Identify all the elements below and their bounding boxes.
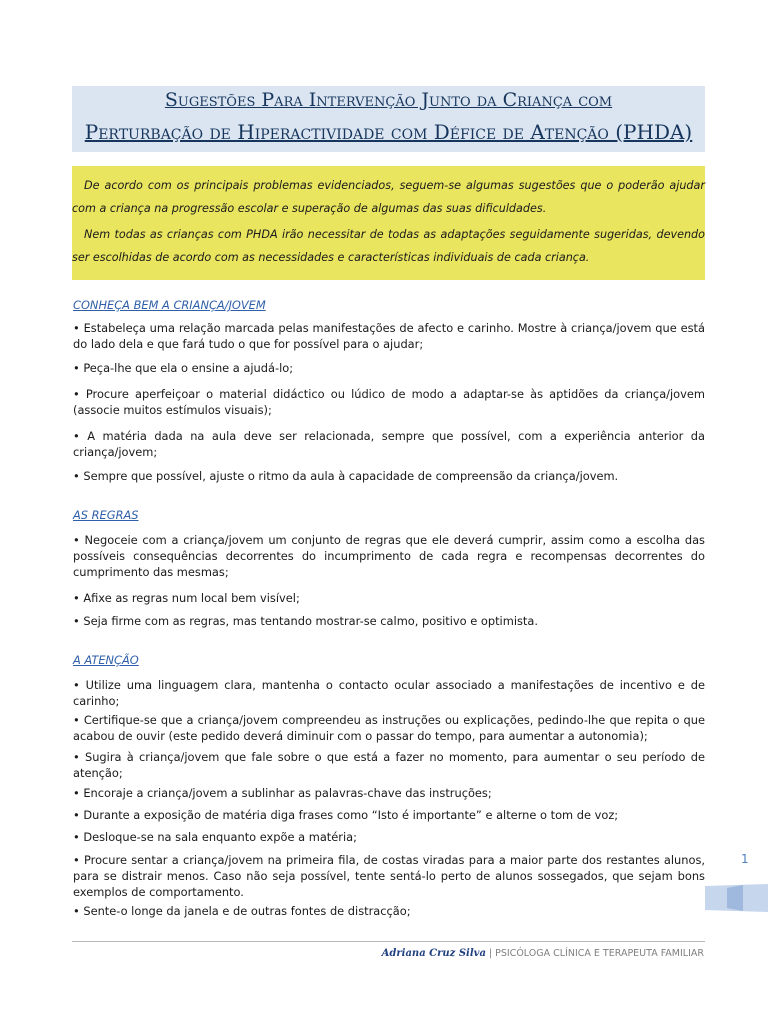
list-item: • Procure aperfeiçoar o material didáctico ou lúdico de modo a adaptar-se às aptidões da criança/jovem (associe muitos estímulos visuais);: [73, 387, 705, 417]
list-item: • Peça-lhe que ela o ensine a ajudá-lo;: [73, 361, 294, 375]
list-item: • Encoraje a criança/jovem a sublinhar as palavras-chave das instruções;: [73, 786, 492, 800]
footer-author-role: PSICÓLOGA CLÍNICA E TERAPEUTA FAMILIAR: [495, 948, 704, 959]
list-item: • Afixe as regras num local bem visível;: [73, 591, 300, 605]
page-tab-decoration: [705, 884, 768, 912]
section-heading-rules: AS REGRAS: [73, 508, 139, 522]
document-title-line-1: Sugestões Para Intervenção Junto da Criança com: [164, 89, 613, 111]
list-item: • Sente-o longe da janela e de outras fontes de distracção;: [73, 904, 411, 918]
list-item: • Sempre que possível, ajuste o ritmo da aula à capacidade de compreensão da criança/jovem.: [73, 469, 619, 483]
list-item: • Sugira à criança/jovem que fale sobre o que está a fazer no momento, para aumentar o seu período de atenção;: [73, 750, 705, 780]
section-heading-attention: A ATENÇÃO: [73, 653, 139, 667]
list-item: • Utilize uma linguagem clara, mantenha o contacto ocular associado a manifestações de incentivo e de carinho;: [73, 678, 705, 708]
list-item: • A matéria dada na aula deve ser relacionada, sempre que possível, com a experiência anterior da criança/jovem;: [73, 429, 705, 459]
list-item: • Seja firme com as regras, mas tentando mostrar-se calmo, positivo e optimista.: [73, 614, 538, 628]
intro-box: [72, 166, 705, 280]
page-number: 1: [741, 852, 749, 866]
list-item: • Estabeleça uma relação marcada pelas manifestações de afecto e carinho. Mostre à criança/jovem que está do lado dela e que fará tudo o que for possível para o ajudar;: [73, 321, 705, 351]
list-item: • Certifique-se que a criança/jovem compreendeu as instruções ou explicações, pedindo-lhe que repita o que acabou de ouvir (este pedido deverá diminuir com o passar do tempo, para aumentar a autonomia);: [73, 713, 705, 743]
section-heading-know-child: CONHEÇA BEM A CRIANÇA/JOVEM: [73, 298, 266, 312]
list-item: • Negoceie com a criança/jovem um conjunto de regras que ele deverá cumprir, assim como a escolha das possíveis consequências decorrentes do incumprimento de cada regra e recompensas decorrentes do cumprimento das mesmas;: [73, 533, 705, 579]
intro-paragraph-1: De acordo com os principais problemas evidenciados, seguem-se algumas sugestões que o poderão ajudar com a criança na progressão escolar e superação de algumas das suas dificuldades.: [72, 179, 705, 215]
list-item: • Desloque-se na sala enquanto expõe a matéria;: [73, 830, 357, 844]
title-box: [72, 86, 705, 152]
document-title-line-2: Perturbação de Hiperactividade com Défice de Atenção (PHDA): [84, 120, 693, 144]
footer-separator: |: [488, 948, 493, 959]
list-item: • Durante a exposição de matéria diga frases como “Isto é importante” e alterne o tom de voz;: [73, 808, 619, 822]
list-item: • Procure sentar a criança/jovem na primeira fila, de costas viradas para a maior parte dos restantes alunos, para se distrair menos. Caso não seja possível, tente sentá-lo perto de alunos sossegados, que sejam bons exemplos de comportamento.: [73, 853, 705, 899]
footer-author-signature: Adriana Cruz Silva: [381, 948, 486, 959]
footer-divider: [72, 941, 705, 942]
intro-paragraph-2: Nem todas as crianças com PHDA irão necessitar de todas as adaptações seguidamente sugeridas, devendo ser escolhidas de acordo com as necessidades e características individuais de cada criança.: [72, 228, 705, 264]
page-footer: [382, 948, 704, 959]
